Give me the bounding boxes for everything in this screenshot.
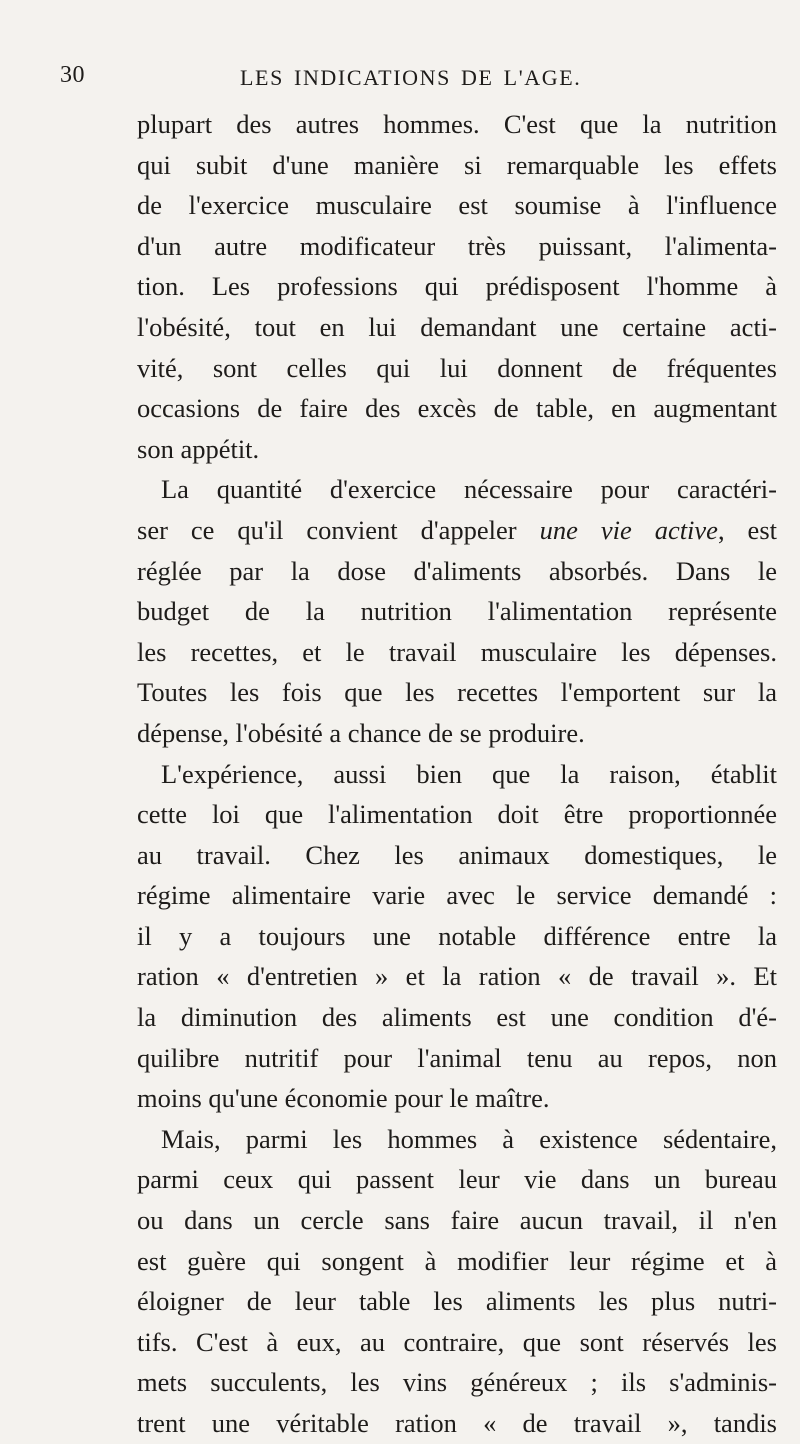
text-line: mets succulents, les vins généreux ; ils s'adminis- [137, 1367, 777, 1398]
text-segment: , est [717, 514, 777, 545]
text-line: réglée par la dose d'aliments absorbés. Dans le [137, 555, 777, 586]
text-line: ration « d'entretien » et la ration « de travail ». Et [137, 961, 777, 992]
text-line: de l'exercice musculaire est soumise à l'influence [137, 190, 777, 221]
text-line: éloigner de leur table les aliments les plus nutri- [137, 1286, 777, 1317]
text-line: il y a toujours une notable différence entre la [137, 920, 777, 951]
text-line: tion. Les professions qui prédisposent l'homme à [137, 271, 777, 302]
page-header [0, 56, 800, 96]
text-line: ou dans un cercle sans faire aucun travail, il n'en [137, 1205, 777, 1236]
text-line: d'un autre modificateur très puissant, l'alimenta- [137, 230, 777, 261]
text-line: moins qu'une économie pour le maître. [137, 1083, 550, 1114]
text-line: trent une véritable ration « de travail », tandis [137, 1408, 777, 1438]
text-line: les recettes, et le travail musculaire les dépenses. [137, 636, 777, 667]
text-line: tifs. C'est à eux, au contraire, que sont réservés les [137, 1326, 777, 1357]
running-title: LES INDICATIONS DE L'AGE. [240, 65, 582, 90]
text-line-with-emphasis [137, 510, 777, 551]
text-line: l'obésité, tout en lui demandant une certaine acti- [137, 311, 777, 342]
body-text [137, 104, 777, 1444]
text-line: la diminution des aliments est une condition d'é- [137, 1002, 777, 1033]
text-line: au travail. Chez les animaux domestiques, le [137, 839, 777, 870]
text-line: son appétit. [137, 433, 260, 464]
emphasis-text: une vie active [539, 514, 718, 545]
text-line: régime alimentaire varie avec le service demandé : [137, 880, 777, 911]
text-line: qui subit d'une manière si remarquable les effets [137, 149, 777, 180]
text-line: L'expérience, aussi bien que la raison, établit [161, 758, 777, 789]
text-line: plupart des autres hommes. C'est que la nutrition [137, 109, 777, 139]
text-line: quilibre nutritif pour l'animal tenu au repos, non [137, 1042, 777, 1073]
text-line: budget de la nutrition l'alimentation représente [137, 596, 777, 627]
text-line: parmi ceux qui passent leur vie dans un bureau [137, 1164, 777, 1195]
text-segment: ser ce qu'il convient d'appeler [137, 514, 540, 545]
text-line: est guère qui songent à modifier leur régime et à [137, 1245, 777, 1276]
text-line: Toutes les fois que les recettes l'emportent sur la [137, 677, 777, 708]
text-line: vité, sont celles qui lui donnent de fréquentes [137, 352, 777, 383]
text-line: cette loi que l'alimentation doit être proportionnée [137, 799, 777, 830]
text-line: Mais, parmi les hommes à existence sédentaire, [161, 1123, 777, 1154]
page-number: 30 [60, 62, 85, 88]
text-line: occasions de faire des excès de table, en augmentant [137, 393, 777, 424]
text-line: La quantité d'exercice nécessaire pour caractéri- [161, 474, 777, 505]
text-line: dépense, l'obésité a chance de se produire. [137, 717, 585, 748]
